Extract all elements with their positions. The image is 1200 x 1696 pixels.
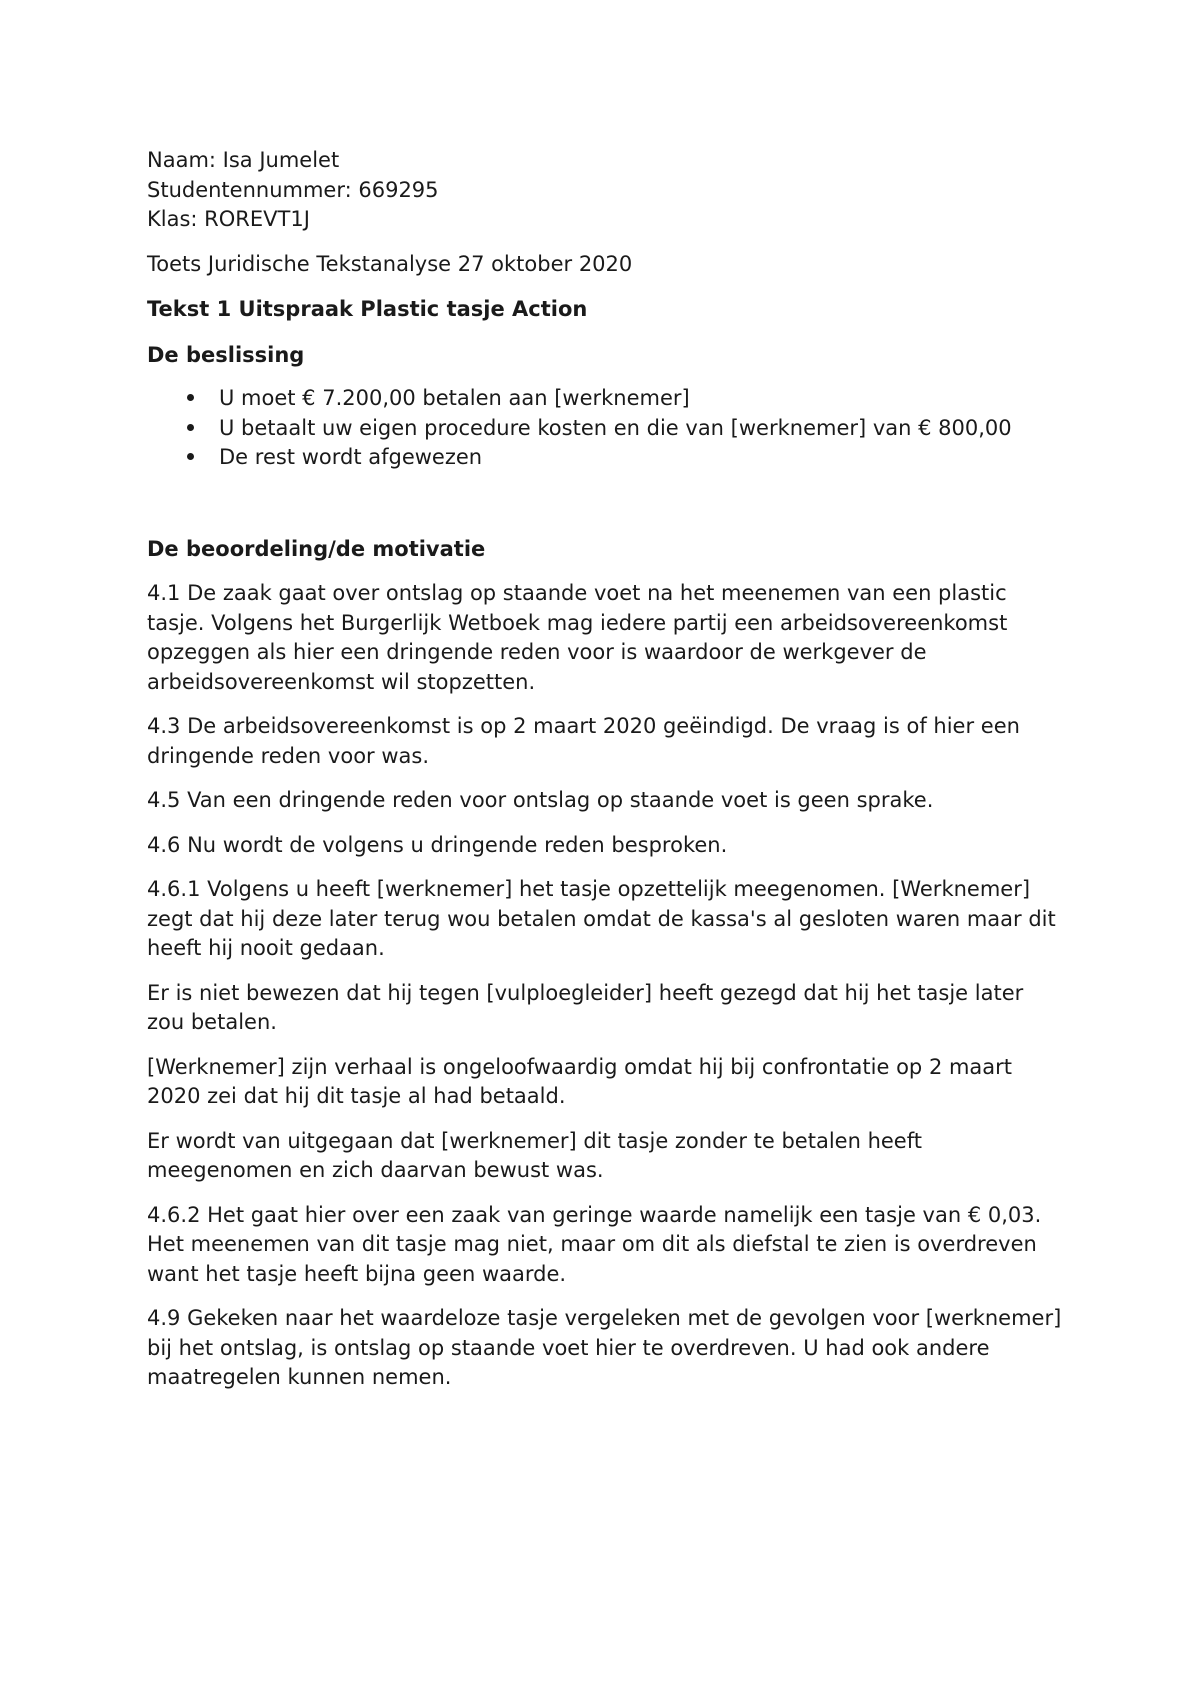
paragraph: 4.6.2 Het gaat hier over een zaak van geringe waarde namelijk een tasje van € 0,03. Het meenemen van dit tasje mag niet, maar om dit als diefstal te zien is overdreven want het tasje heeft bijna geen waarde.: [147, 1202, 1042, 1286]
paragraph: 4.6 Nu wordt de volgens u dringende reden besproken.: [147, 832, 728, 857]
paragraph: [Werknemer] zijn verhaal is ongeloofwaardig omdat hij bij confrontatie op 2 maart 2020 zei dat hij dit tasje al had betaald.: [147, 1054, 1013, 1108]
paragraph: 4.1 De zaak gaat over ontslag op staande voet na het meenemen van een plastic tasje. Volgens het Burgerlijk Wetboek mag iedere partij een arbeidsovereenkomst opzeggen als hier een dringende reden voor is waardoor de werkgever de arbeidsovereenkomst wil stopzetten.: [147, 581, 1008, 694]
text-heading: Tekst 1 Uitspraak Plastic tasje Action: [147, 297, 588, 321]
paragraph: 4.9 Gekeken naar het waardeloze tasje vergeleken met de gevolgen voor [werknemer] bij het ontslag, is ontslag op staande voet hier te overdreven. U had ook andere maatregelen kunnen nemen.: [147, 1306, 1062, 1389]
student-class: Klas: ROREVT1J: [147, 207, 310, 231]
bullet-icon: [187, 384, 194, 414]
list-item: [147, 384, 1067, 414]
list-item-text: U betaalt uw eigen procedure kosten en die van [werknemer] van € 800,00: [219, 415, 1012, 440]
motivation-heading: De beoordeling/de motivatie: [147, 536, 486, 561]
list-item: [147, 414, 1067, 444]
paragraph: 4.3 De arbeidsovereenkomst is op 2 maart 2020 geëindigd. De vraag is of hier een dringende reden voor was.: [147, 714, 1020, 768]
document-page: [147, 146, 1067, 1393]
bullet-icon: [187, 443, 194, 473]
bullet-icon: [187, 414, 194, 444]
paragraph: Er wordt van uitgegaan dat [werknemer] dit tasje zonder te betalen heeft meegenomen en zich daarvan bewust was.: [147, 1128, 922, 1182]
test-title: Toets Juridische Tekstanalyse 27 oktober 2020: [147, 251, 633, 276]
paragraph: 4.6.1 Volgens u heeft [werknemer] het tasje opzettelijk meegenomen. [Werknemer] zegt dat hij deze later terug wou betalen omdat de kassa's al gesloten waren maar dit heeft hij nooit gedaan.: [147, 877, 1056, 960]
list-item-text: De rest wordt afgewezen: [219, 445, 483, 469]
student-name: Naam: Isa Jumelet: [147, 148, 340, 172]
student-number: Studentennummer: 669295: [147, 177, 439, 202]
decision-heading: De beslissing: [147, 342, 305, 367]
paragraph: Er is niet bewezen dat hij tegen [vulploegleider] heeft gezegd dat hij het tasje later zou betalen.: [147, 980, 1024, 1034]
list-item-text: U moet € 7.200,00 betalen aan [werknemer]: [219, 386, 690, 410]
decision-list: [147, 384, 1067, 473]
paragraph: 4.5 Van een dringende reden voor ontslag op staande voet is geen sprake.: [147, 788, 934, 812]
list-item: [147, 443, 1067, 473]
